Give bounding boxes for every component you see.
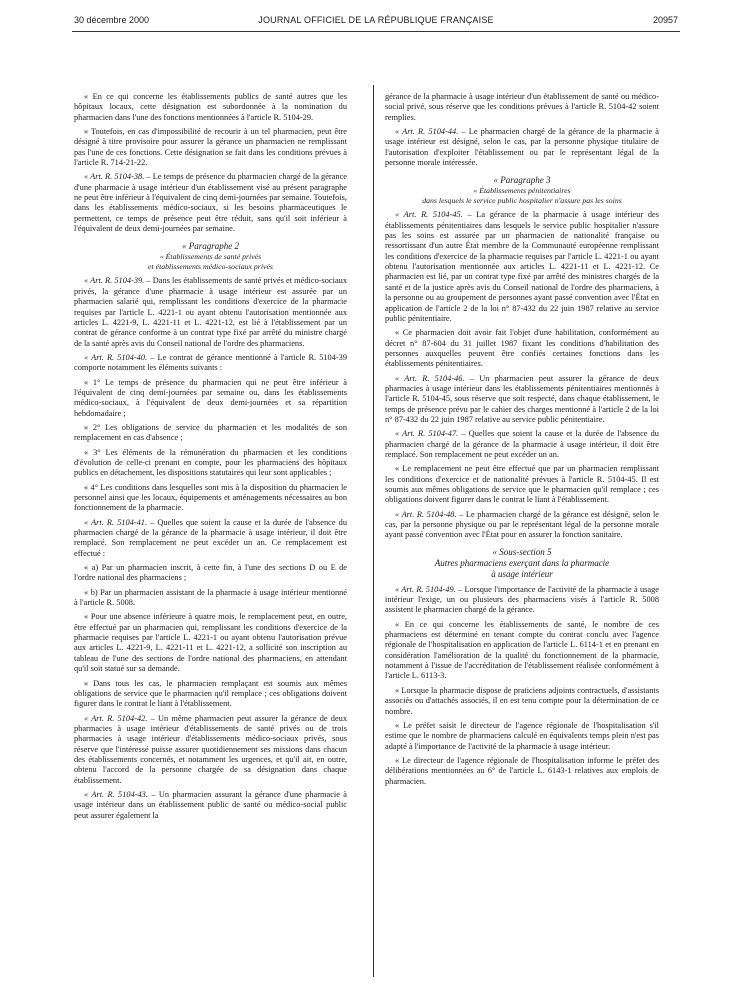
article-label: « Art. R. 5104-40. bbox=[84, 352, 148, 362]
article-text: – Un même pharmacien peut assurer la gérance de deux pharmacies à usage intérieur d'établissements de santé privés ou de trois pharmacies à usage intérieur d'établissements médico-sociaux privés, sous réserve que l'intéressé puisse assurer quotidiennement ses missions dans chacun des établissements concernés, et notamment les urgences, et qu'il ait, en outre, obtenu l'accord de la personne chargée de sa désignation dans chaque établissement. bbox=[74, 713, 348, 785]
paragraph: « Ce pharmacien doit avoir fait l'objet d'une habilitation, conformément au décret n° 87-604 du 31 juillet 1987 fixant les conditions d'habilitation des personnes auxquelles peuvent être confiés certaines fonctions dans les établissements pénitentiaires. bbox=[385, 328, 659, 369]
article-r5104-41 bbox=[74, 518, 347, 559]
article-text: – Quelles que soient la cause et la durée de l'absence du pharmacien chargé de la gérance de la pharmacie à usage intérieur, il doit être remplacé. Son remplacement ne peut excéder un an. bbox=[385, 429, 659, 459]
article-r5104-39 bbox=[74, 276, 347, 348]
article-label: « Art. R. 5104-38. bbox=[84, 172, 145, 182]
heading-subtitle: « Établissements pénitentiaires bbox=[473, 186, 571, 196]
heading-subtitle: Autres pharmaciens exerçant dans la pharmacie bbox=[434, 557, 610, 568]
article-r5104-40 bbox=[74, 353, 347, 374]
page-header bbox=[74, 15, 678, 35]
heading-subtitle: « Établissements de santé privés bbox=[159, 252, 262, 262]
article-text: – Quelles que soient la cause et la durée de l'absence du pharmacien chargé de la gérance de la pharmacie à usage intérieur, il doit être remplacé. Son remplacement ne peut excéder un an. Ce remplacement est effectué : bbox=[74, 517, 347, 558]
section-heading bbox=[385, 174, 659, 205]
column-divider bbox=[373, 85, 374, 977]
list-item: « 1° Le temps de présence du pharmacien qui ne peut être inférieur à l'équivalent de cinq demi-journées par semaine ou, dans les établissements médico-sociaux, à l'équivalent de deux demi-journées et sa répartition hebdomadaire ; bbox=[74, 377, 347, 418]
article-r5104-38 bbox=[74, 172, 347, 234]
article-r5104-43 bbox=[74, 790, 347, 821]
paragraph: « Le remplacement ne peut être effectué que par un pharmacien remplissant les conditions d'exercice et de nationalité prévues à l'article R. 5104-45. Il est soumis aux mêmes obligations de service que le pharmacien qu'il remplace ; ces obligations doivent figurer dans le contrat le liant à l'établissement. bbox=[385, 464, 659, 505]
article-label: « Art. R. 5104-46. bbox=[395, 373, 465, 383]
header-date: 30 décembre 2000 bbox=[74, 15, 150, 25]
article-label: « Art. R. 5104-39. bbox=[84, 276, 145, 286]
list-item: « 4° Les conditions dans lesquelles sont mis à la disposition du pharmacien le personnel ainsi que les locaux, équipements et aménagements nécessaires au bon fonctionnement de la pharmacie. bbox=[74, 482, 347, 513]
paragraph: « Pour une absence inférieure à quatre mois, le remplacement peut, en outre, être effectué par un pharmacien qui, remplissant les conditions d'exercice de la pharmacie requises par l'article L. 4221-1 ou ayant obtenu l'autorisation prévue aux articles L. 4221-9, L. 4221-11 et L. 4221-12, a sollicité son inscription au tableau de l'une des sections de l'ordre national des pharmaciens, en attendant qu'il soit statué sur sa demande. bbox=[74, 612, 347, 674]
article-text: – Le pharmacien chargé de la gérance est désigné, selon le cas, par la personne physique ou par le représentant légal de la personne morale ayant passé convention avec l'État pour en assurer la fonction sanitaire. bbox=[385, 509, 659, 540]
section-heading bbox=[385, 547, 659, 580]
heading-title: « Paragraphe 3 bbox=[493, 175, 551, 186]
article-r5104-44 bbox=[385, 127, 659, 168]
paragraph: « Dans tous les cas, le pharmacien remplaçant est soumis aux mêmes obligations de service que le pharmacien qu'il remplace ; ces obligations doivent figurer dans le contrat le liant à l'établissement. bbox=[74, 678, 347, 709]
heading-subtitle: et établissements médico-sociaux privés bbox=[148, 261, 273, 271]
article-r5104-48 bbox=[385, 510, 659, 541]
list-item: « 2° Les obligations de service du pharmacien et les modalités de son remplacement en cas d'absence ; bbox=[74, 422, 347, 443]
paragraph: « En ce qui concerne les établissements publics de santé autres que les hôpitaux locaux, cette désignation est subordonnée à la nomination du pharmacien dans l'une des fonctions mentionnées à l'article R. 5104-29. bbox=[74, 92, 347, 122]
article-text: – La gérance de la pharmacie à usage intérieur des établissements pénitentiaires dans lesquels le service public hospitalier n'assure pas les soins est assurée par un pharmacien de nationalité française ou ressortissant d'un autre État membre de la Communauté européenne remplissant les conditions d'exercice de la pharmacie requises par l'article L. 4221-1 ou ayant obtenu l'autorisation mentionnée aux articles L. 4221-11 et L. 4221-12. Ce pharmacien est lié, par un contrat type fixé par arrêté des ministres chargés de la santé et de la justice après avis du Conseil national de l'ordre des pharmaciens, à la personne ou au groupement de personnes ayant passé convention avec l'État en application de l'article 2 de la loi n° 87-432 du 22 juin 1987 relative au service public pénitentiaire. bbox=[385, 210, 659, 323]
list-item: « a) Par un pharmacien inscrit, à cette fin, à l'une des sections D ou E de l'ordre national des pharmaciens ; bbox=[74, 563, 347, 583]
paragraph: « Le directeur de l'agence régionale de l'hospitalisation informe le préfet des délibérations mentionnées au 6° de l'article L. 6143-1 relatives aux emplois de pharmacien. bbox=[385, 755, 659, 786]
paragraph: « Le préfet saisit le directeur de l'agence régionale de l'hospitalisation s'il estime que le nombre de pharmaciens calculé en équivalents temps plein n'est pas adapté à l'importance de l'activité de la pharmacie à usage intérieur. bbox=[385, 720, 659, 751]
article-r5104-49 bbox=[385, 585, 659, 616]
article-text: – Le temps de présence du pharmacien chargé de la gérance d'une pharmacie à usage intérieur d'un établissement visé au présent paragraphe ne peut être inférieur à l'équivalent de cinq demi-journées par semaine. Toutefois, dans les établissements médico-sociaux, si les besoins pharmaceutiques le permettent, ce temps de présence peut être réduit, sans qu'il soit inférieur à l'équivalent de deux demi-journées par semaine. bbox=[74, 172, 347, 234]
heading-subtitle: à usage intérieur bbox=[491, 568, 553, 579]
article-label: « Art. R. 5104-48. bbox=[395, 509, 457, 519]
article-label: « Art. R. 5104-44. bbox=[395, 127, 459, 137]
article-r5104-42 bbox=[74, 714, 347, 786]
header-journal-title: JOURNAL OFFICIEL DE LA RÉPUBLIQUE FRANÇAISE bbox=[258, 15, 494, 25]
article-label: « Art. R. 5104-45. bbox=[395, 210, 463, 220]
article-label: « Art. R. 5104-41. bbox=[84, 517, 148, 527]
header-rule bbox=[72, 31, 680, 32]
paragraph: « Toutefois, en cas d'impossibilité de recourir à un tel pharmacien, peut être désigné à titre provisoire pour assurer la gérance un pharmacien ne remplissant pas l'une de ces fonctions. Cette désignation se fait dans les conditions prévues à l'article R. 714-21-22. bbox=[74, 127, 347, 168]
heading-subtitle: dans lesquels le service public hospitalier n'assure pas les soins bbox=[422, 195, 622, 205]
article-label: « Art. R. 5104-43. bbox=[84, 789, 148, 799]
article-text: – Un pharmacien peut assurer la gérance de deux pharmacies à usage intérieur dans les établissements pénitentiaires mentionnés à l'article R. 5104-45, sous réserve que soit respecté, dans chaque établissement, le temps de présence prévu par le cahier des charges mentionné à l'article 2 de la loi n° 87-432 du 22 juin 1987 relative au service public pénitentiaire. bbox=[385, 373, 660, 424]
list-item: « b) Par un pharmacien assistant de la pharmacie à usage intérieur mentionné à l'article R. 5008. bbox=[74, 587, 347, 608]
header-page-number: 20957 bbox=[652, 15, 678, 25]
section-heading bbox=[74, 240, 347, 271]
article-r5104-46 bbox=[385, 374, 659, 426]
paragraph: « En ce qui concerne les établissements de santé, le nombre de ces pharmaciens est déterminé en tenant compte du contrat conclu avec l'agence régionale de l'hospitalisation en application de l'article L. 6114-1 et en prenant en considération l'amélioration de la qualité du fonctionnement de la pharmacie, notamment à l'issue de l'accréditation de l'établissement réalisée conformément à l'article L. 6113-3. bbox=[385, 619, 659, 681]
article-label: « Art. R. 5104-42. bbox=[84, 713, 148, 723]
left-column bbox=[74, 92, 347, 825]
article-label: « Art. R. 5104-47. bbox=[395, 429, 459, 439]
article-text: – Le contrat de gérance mentionné à l'article R. 5104-39 comporte notamment les éléments suivants : bbox=[74, 352, 348, 373]
article-text: – Dans les établissements de santé privés et médico-sociaux privés, la gérance d'une pharmacie à usage intérieur est assurée par un pharmacien salarié qui, remplissant les conditions d'exercice de la pharmacie requises par l'article L. 4221-1 ou ayant obtenu l'autorisation mentionnée aux articles L. 4221-9, L. 4221-11 et L. 4221-12, est lié à l'établissement par un contrat de gérance conforme à un contrat type fixé par arrêté du ministre chargé de la santé après avis du Conseil national de l'ordre des pharmaciens. bbox=[74, 276, 348, 348]
heading-title: « Paragraphe 2 bbox=[182, 241, 239, 252]
article-text: – Le pharmacien chargé de la gérance de la pharmacie à usage intérieur est désigné, selon le cas, par la personne physique titulaire de l'autorisation d'exploiter l'établissement ou par le représentant légal de la personne morale intéressée. bbox=[385, 127, 659, 168]
list-item: « 3° Les éléments de la rémunération du pharmacien et les conditions d'évolution de celle-ci prenant en compte, pour les pharmaciens des hôpitaux publics en détachement, les dispositions statutaires qui leur sont applicables ; bbox=[74, 447, 347, 478]
article-r5104-47 bbox=[385, 429, 659, 460]
article-text: – Un pharmacien assurant la gérance d'une pharmacie à usage intérieur dans un établissement public de santé ou médico-social public peut assurer également la bbox=[74, 789, 347, 820]
article-label: « Art. R. 5104-49. bbox=[395, 584, 456, 594]
paragraph: « Lorsque la pharmacie dispose de praticiens adjoints contractuels, d'assistants associés ou d'attachés associés, il en est tenu compte pour la détermination de ce nombre. bbox=[385, 685, 659, 716]
article-r5104-45 bbox=[385, 210, 659, 324]
right-column bbox=[385, 92, 659, 791]
heading-title: « Sous-section 5 bbox=[492, 546, 552, 557]
article-text: – Lorsque l'importance de l'activité de la pharmacie à usage intérieur l'exige, un ou plusieurs des pharmaciens visés à l'article R. 5008 assistent le pharmacien chargé de la gérance. bbox=[385, 584, 659, 615]
paragraph: gérance de la pharmacie à usage intérieur d'un établissement de santé ou médico-social privé, sous réserve que les conditions prévues à l'article R. 5104-42 soient remplies. bbox=[385, 92, 659, 122]
